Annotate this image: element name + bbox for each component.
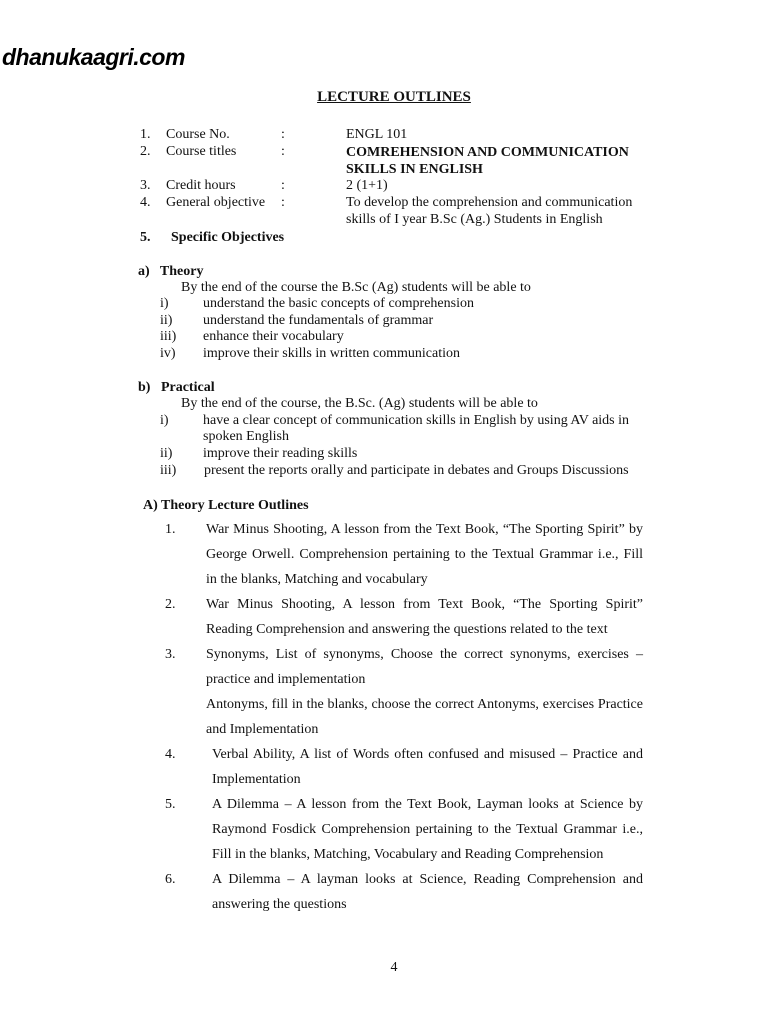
- course-num: 3.: [140, 178, 151, 193]
- course-value: skills of I year B.Sc (Ag.) Students in English: [346, 212, 603, 227]
- list-item: understand the basic concepts of comprehension: [203, 296, 474, 311]
- section-num: 5.: [140, 230, 151, 245]
- list-item-num: iii): [160, 329, 177, 344]
- page-title: LECTURE OUTLINES: [317, 89, 471, 105]
- site-watermark: dhanukaagri.com: [2, 44, 185, 70]
- outline-item: A Dilemma – A lesson from the Text Book, Layman looks at Science by Raymond Fosdick Comprehension pertaining to the Textual Grammar i.e., Fill in the blanks, Matching, Vocabulary and Reading Comprehension: [212, 797, 643, 862]
- page-number: 4: [390, 960, 398, 975]
- list-item: understand the fundamentals of grammar: [203, 313, 434, 328]
- outline-item-continued: Antonyms, fill in the blanks, choose the correct Antonyms, exercises Practice and Implementation: [206, 697, 643, 737]
- outline-num: 1.: [165, 522, 176, 537]
- outline-item: Synonyms, List of synonyms, Choose the correct synonyms, exercises – practice and implementation: [206, 647, 643, 687]
- list-item-num: i): [160, 413, 169, 428]
- section-intro: By the end of the course, the B.Sc. (Ag) students will be able to: [181, 396, 538, 411]
- list-item: spoken English: [203, 429, 289, 444]
- outline-num: 2.: [165, 597, 176, 612]
- course-value: To develop the comprehension and communication: [346, 195, 633, 210]
- section-heading: Specific Objectives: [171, 230, 285, 245]
- outline-num: 4.: [165, 747, 176, 762]
- list-item: present the reports orally and participate in debates and Groups Discussions: [204, 463, 629, 478]
- outline-item: A Dilemma – A layman looks at Science, Reading Comprehension and answering the questions: [212, 872, 643, 912]
- outline-num: 5.: [165, 797, 176, 812]
- course-label: Course No.: [166, 127, 230, 142]
- section-heading: b) Practical: [138, 380, 215, 395]
- course-sep: :: [281, 144, 285, 159]
- list-item: improve their skills in written communication: [203, 346, 461, 361]
- outline-item: War Minus Shooting, A lesson from Text Book, “The Sporting Spirit” Reading Comprehension and answering the questions related to the text: [206, 597, 643, 637]
- course-value: SKILLS IN ENGLISH: [346, 162, 483, 177]
- course-num: 2.: [140, 144, 151, 159]
- list-item: have a clear concept of communication skills in English by using AV aids in: [203, 413, 630, 428]
- list-item-num: ii): [160, 313, 173, 328]
- course-sep: :: [281, 178, 285, 193]
- course-value: ENGL 101: [346, 127, 408, 142]
- outline-num: 6.: [165, 872, 176, 887]
- course-label: Course titles: [166, 144, 237, 159]
- outline-item: War Minus Shooting, A lesson from the Text Book, “The Sporting Spirit” by George Orwell. Comprehension pertaining to the Textual Grammar i.e., Fill in the blanks, Matching and vocabulary: [206, 522, 643, 587]
- list-item-num: i): [160, 296, 169, 311]
- section-heading: A) Theory Lecture Outlines: [143, 498, 309, 513]
- list-item-num: ii): [160, 446, 173, 461]
- list-item-num: iv): [160, 346, 176, 361]
- course-sep: :: [281, 195, 285, 210]
- course-label: Credit hours: [166, 178, 236, 193]
- list-item: improve their reading skills: [203, 446, 358, 461]
- outline-item: Verbal Ability, A list of Words often confused and misused – Practice and Implementation: [212, 747, 643, 787]
- section-intro: By the end of the course the B.Sc (Ag) students will be able to: [181, 280, 531, 295]
- outline-num: 3.: [165, 647, 176, 662]
- section-heading: a) Theory: [138, 264, 204, 279]
- list-item: enhance their vocabulary: [203, 329, 344, 344]
- list-item-num: iii): [160, 463, 177, 478]
- course-value: COMREHENSION AND COMMUNICATION: [346, 145, 629, 160]
- course-label: General objective: [166, 195, 266, 210]
- course-sep: :: [281, 127, 285, 142]
- course-num: 4.: [140, 195, 151, 210]
- course-num: 1.: [140, 127, 151, 142]
- course-value: 2 (1+1): [346, 178, 388, 193]
